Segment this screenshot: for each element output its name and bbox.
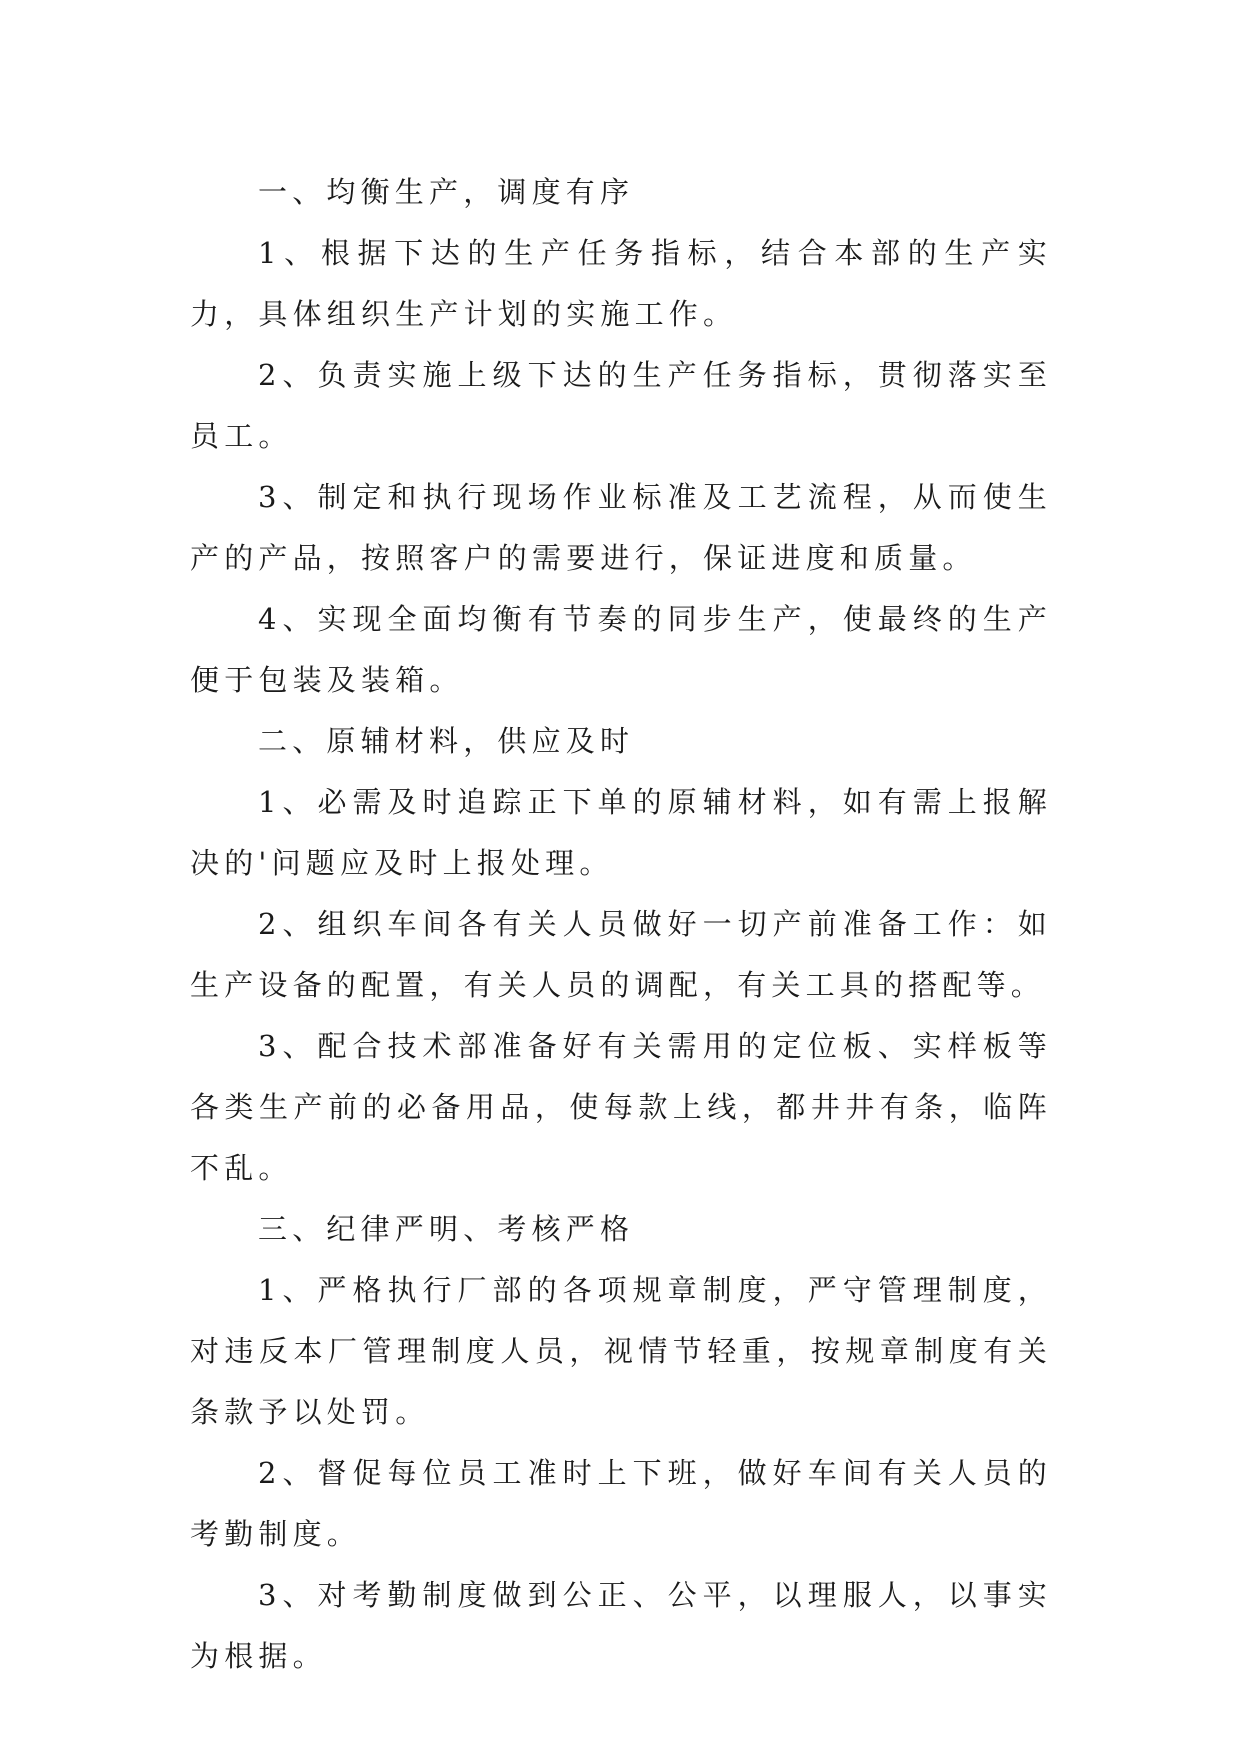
paragraph: 3、对考勤制度做到公正、公平，以理服人，以事实为根据。 [190,1578,1052,1673]
paragraph: 1、必需及时追踪正下单的原辅材料，如有需上报解决的'问题应及时上报处理。 [190,785,1052,880]
section-heading: 三、纪律严明、考核严格 [258,1212,635,1246]
paragraph: 4、实现全面均衡有节奏的同步生产，使最终的生产便于包装及装箱。 [190,602,1052,697]
document-body [190,162,1052,1687]
section-heading: 一、均衡生产，调度有序 [258,175,635,209]
paragraph: 1、根据下达的生产任务指标，结合本部的生产实力，具体组织生产计划的实施工作。 [190,236,1052,331]
paragraph: 2、负责实施上级下达的生产任务指标，贯彻落实至员工。 [190,358,1052,453]
paragraph: 1、严格执行厂部的各项规章制度，严守管理制度，对违反本厂管理制度人员，视情节轻重，按规章制度有关条款予以处罚。 [190,1273,1052,1429]
paragraph: 3、制定和执行现场作业标准及工艺流程，从而使生产的产品，按照客户的需要进行，保证进度和质量。 [190,480,1052,575]
paragraph: 2、督促每位员工准时上下班，做好车间有关人员的考勤制度。 [190,1456,1052,1551]
paragraph: 2、组织车间各有关人员做好一切产前准备工作：如生产设备的配置，有关人员的调配，有关工具的搭配等。 [190,907,1052,1002]
paragraph: 3、配合技术部准备好有关需用的定位板、实样板等各类生产前的必备用品，使每款上线，都井井有条，临阵不乱。 [190,1029,1052,1185]
section-heading: 二、原辅材料，供应及时 [258,724,635,758]
